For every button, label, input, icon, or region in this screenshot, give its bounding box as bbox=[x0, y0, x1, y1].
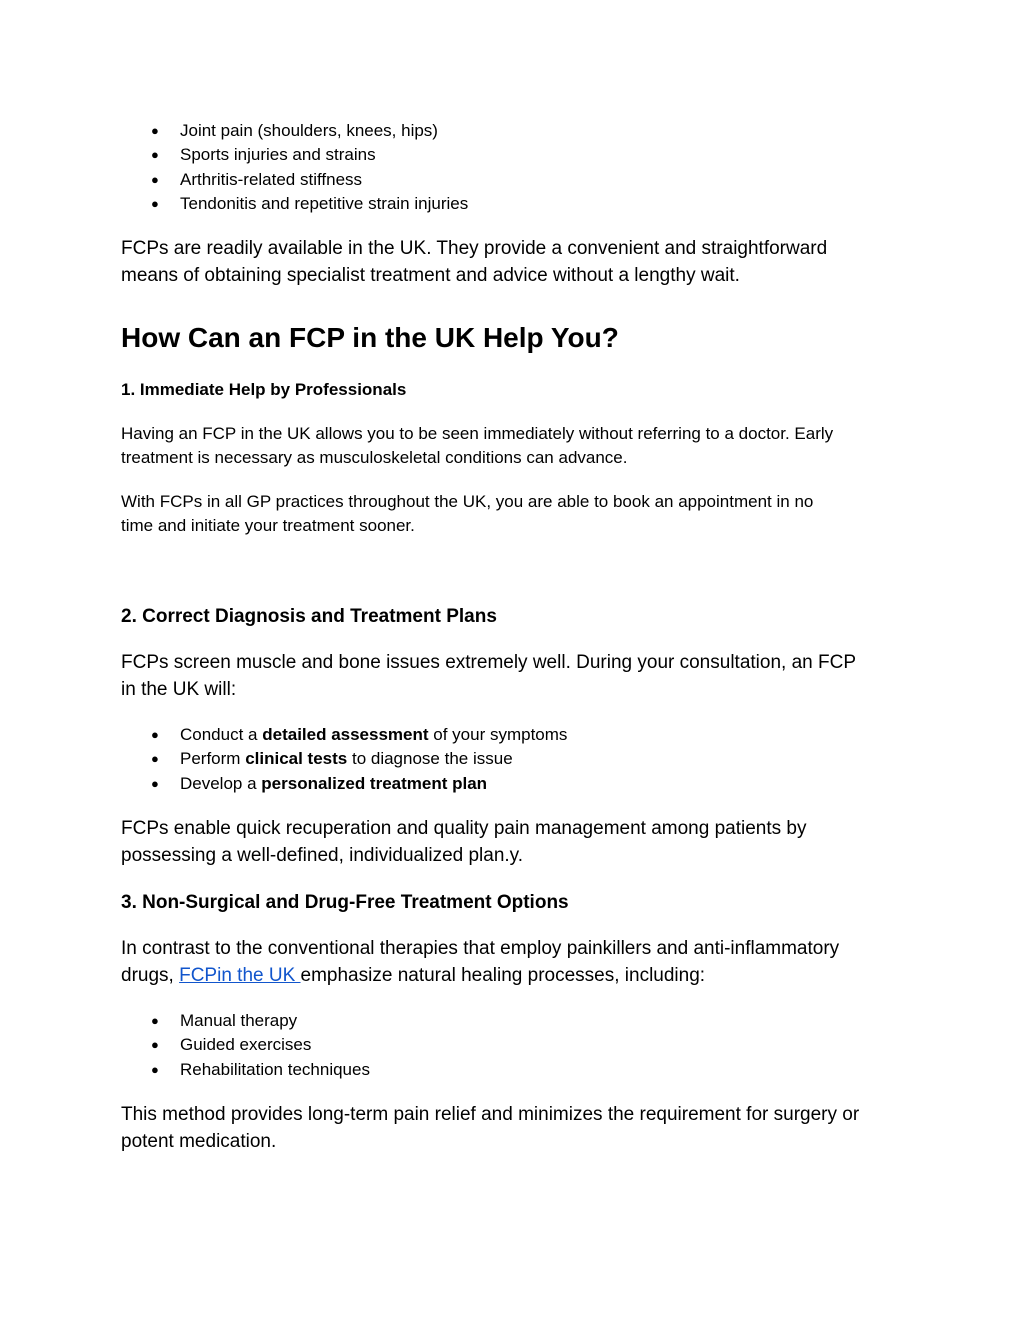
list-item-text: Joint pain (shoulders, knees, hips) bbox=[180, 121, 438, 140]
bullet-icon: ● bbox=[151, 1037, 159, 1053]
section-2-outro-line-1: FCPs enable quick recuperation and quality pain management among patients by bbox=[121, 818, 807, 839]
list-item-text: Guided exercises bbox=[180, 1035, 312, 1055]
section-1-p1-line-1: Having an FCP in the UK allows you to be seen immediately without referring to a doctor. Early bbox=[121, 424, 834, 443]
list-item-text: Perform clinical tests to diagnose the issue bbox=[180, 749, 513, 769]
section-2-intro bbox=[121, 650, 921, 703]
bullet-icon: ● bbox=[151, 727, 159, 742]
section-2-intro-line-2: in the UK will: bbox=[121, 678, 237, 700]
section-3-heading: 3. Non-Surgical and Drug-Free Treatment Options bbox=[121, 892, 569, 913]
intro-line-1: FCPs are readily available in the UK. They provide a convenient and straightforward bbox=[121, 238, 828, 259]
fcp-uk-link[interactable]: FCPin the UK bbox=[179, 964, 301, 986]
bold-phrase: clinical tests bbox=[245, 749, 348, 769]
section-2-heading: 2. Correct Diagnosis and Treatment Plans bbox=[121, 606, 497, 627]
section-3-outro-line-2: potent medication. bbox=[121, 1130, 277, 1152]
section-2-outro bbox=[121, 816, 921, 869]
bullet-icon: ● bbox=[151, 123, 159, 138]
list-item-text: Conduct a detailed assessment of your symptoms bbox=[180, 725, 568, 744]
list-item-text: Develop a personalized treatment plan bbox=[180, 773, 488, 793]
section-3-intro-line-2-pre: drugs, bbox=[121, 964, 180, 986]
section-1-p2-line-2: time and initiate your treatment sooner. bbox=[121, 516, 415, 536]
section-2-outro-line-2: possessing a well-defined, individualized plan.y. bbox=[121, 844, 524, 866]
section-1-paragraph-2 bbox=[121, 490, 921, 539]
section-3-intro-line-2-post: emphasize natural healing processes, including: bbox=[300, 964, 706, 986]
bold-phrase: personalized treatment plan bbox=[261, 773, 488, 793]
bold-phrase: detailed assessment bbox=[262, 725, 429, 744]
intro-paragraph bbox=[121, 236, 921, 289]
bullet-icon: ● bbox=[151, 1013, 159, 1028]
section-3-outro-line-1: This method provides long-term pain relief and minimizes the requirement for surgery or bbox=[121, 1104, 860, 1125]
section-1-heading: 1. Immediate Help by Professionals bbox=[121, 380, 407, 399]
section-1-paragraph-1 bbox=[121, 422, 921, 471]
bullet-icon: ● bbox=[151, 775, 159, 791]
main-heading: How Can an FCP in the UK Help You? bbox=[121, 322, 619, 353]
intro-line-2: means of obtaining specialist treatment and advice without a lengthy wait. bbox=[121, 264, 740, 286]
section-2-intro-line-1: FCPs screen muscle and bone issues extremely well. During your consultation, an FCP bbox=[121, 652, 856, 673]
bullet-icon: ● bbox=[151, 171, 159, 187]
list-item-text: Manual therapy bbox=[180, 1011, 298, 1030]
section-3-intro bbox=[121, 936, 921, 989]
list-item-text: Sports injuries and strains bbox=[180, 145, 376, 165]
list-item-text: Rehabilitation techniques bbox=[180, 1059, 370, 1079]
section-1-p2-line-1: With FCPs in all GP practices throughout the UK, you are able to book an appointment in no bbox=[121, 492, 814, 511]
section-3-intro-line-1: In contrast to the conventional therapies that employ painkillers and anti-inflammatory bbox=[121, 938, 840, 959]
bullet-icon: ● bbox=[151, 751, 159, 767]
section-1-p1-line-2: treatment is necessary as musculoskeletal conditions can advance. bbox=[121, 448, 628, 468]
bullet-icon: ● bbox=[151, 1061, 159, 1077]
list-item-text: Arthritis-related stiffness bbox=[180, 169, 363, 189]
section-3-outro bbox=[121, 1102, 921, 1155]
list-item-text: Tendonitis and repetitive strain injuries bbox=[180, 194, 469, 214]
bullet-icon: ● bbox=[151, 147, 159, 163]
bullet-icon: ● bbox=[151, 196, 159, 212]
